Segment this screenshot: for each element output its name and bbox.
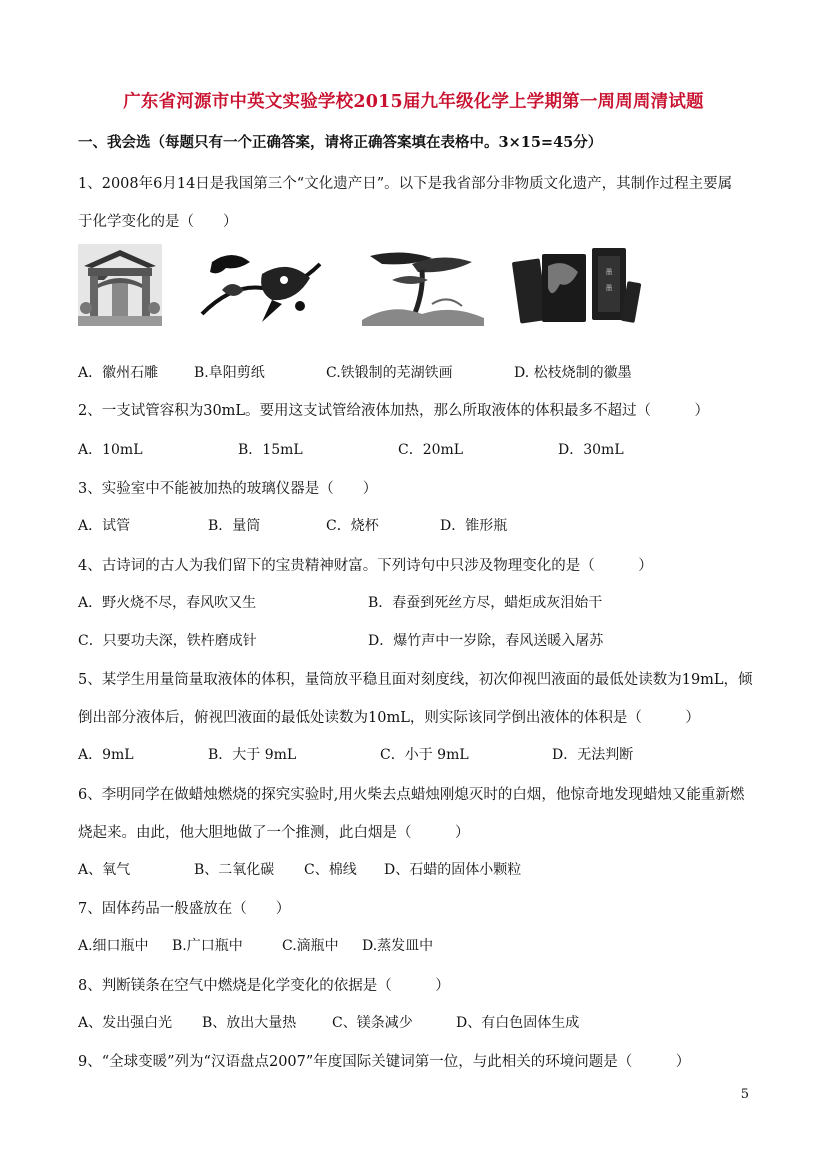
question-3-line-1: 3、实验室中不能被加热的玻璃仪器是（ ） bbox=[78, 481, 378, 497]
q6-option-b: B、二氧化碳 bbox=[194, 862, 275, 878]
q8-option-a: A、发出强白光 bbox=[78, 1015, 173, 1031]
q5-option-b: B．大于 9mL bbox=[208, 747, 297, 763]
paper-cut-bird-image bbox=[192, 244, 330, 326]
page-number: 5 bbox=[740, 1087, 749, 1102]
q5-option-a: A．9mL bbox=[78, 747, 134, 763]
svg-text:墨: 墨 bbox=[605, 284, 613, 292]
question-5-line-2: 倒出部分液体后，俯视凹液面的最低处读数为10mL，则实际该同学倒出液体的体积是（ ） bbox=[78, 710, 700, 726]
q2-option-b: B．15mL bbox=[238, 442, 303, 458]
question-2-line-1: 2、一支试管容积为30mL。要用这支试管给液体加热，那么所取液体的体积最多不超过（ ） bbox=[78, 403, 710, 419]
q3-option-d: D．锥形瓶 bbox=[440, 518, 508, 534]
stone-archway-image bbox=[78, 244, 162, 326]
q2-option-d: D．30mL bbox=[558, 442, 624, 458]
q8-option-d: D、有白色固体生成 bbox=[456, 1015, 580, 1031]
q1-option-b: B.阜阳剪纸 bbox=[194, 365, 265, 381]
q3-option-a: A．试管 bbox=[78, 518, 131, 534]
q4-option-d: D．爆竹声中一岁除，春风送暖入屠苏 bbox=[368, 633, 604, 649]
page-title: 广东省河源市中英文实验学校2015届九年级化学上学期第一周周周清试题 bbox=[123, 92, 704, 112]
question-1-line-2: 于化学变化的是（ ） bbox=[78, 214, 238, 230]
q4-option-c: C．只要功夫深，铁杵磨成针 bbox=[78, 633, 257, 649]
q7-option-b: B.广口瓶中 bbox=[172, 938, 243, 954]
q7-option-d: D.蒸发皿中 bbox=[362, 938, 434, 954]
question-1-line-1: 1、2008年6月14日是我国第三个“文化遗产日”。以下是我省部分非物质文化遗产，其制作过程主要属 bbox=[78, 176, 733, 192]
question-6-line-2: 烧起来。由此，他大胆地做了一个推测，此白烟是（ ） bbox=[78, 825, 470, 841]
q1-option-c: C.铁锻制的芜湖铁画 bbox=[326, 365, 453, 381]
q8-option-c: C、镁条减少 bbox=[332, 1015, 413, 1031]
q1-option-a: A．徽州石雕 bbox=[78, 365, 159, 381]
pine-tree-iron-painting-image bbox=[362, 244, 484, 326]
q3-option-c: C．烧杯 bbox=[326, 518, 379, 534]
q4-option-b: B．春蚕到死丝方尽，蜡炬成灰泪始干 bbox=[368, 595, 603, 611]
question-9-line-1: 9、“全球变暖”列为“汉语盘点2007”年度国际关键词第一位，与此相关的环境问题是（ ） bbox=[78, 1054, 691, 1070]
ink-stick-image bbox=[512, 244, 644, 326]
q4-option-a: A．野火烧不尽，春风吹又生 bbox=[78, 595, 257, 611]
q8-option-b: B、放出大量热 bbox=[202, 1015, 297, 1031]
q6-option-c: C、棉线 bbox=[304, 862, 357, 878]
section-heading: 一、我会选（每题只有一个正确答案，请将正确答案填在表格中。3×15=45分） bbox=[78, 134, 603, 151]
q1-option-d: D. 松枝烧制的徽墨 bbox=[514, 365, 632, 381]
q2-option-c: C．20mL bbox=[398, 442, 464, 458]
question-8-line-1: 8、判断镁条在空气中燃烧是化学变化的依据是（ ） bbox=[78, 978, 450, 994]
svg-text:墨: 墨 bbox=[605, 268, 613, 276]
q7-option-a: A.细口瓶中 bbox=[78, 938, 149, 954]
question-7-line-1: 7、固体药品一般盛放在（ ） bbox=[78, 901, 291, 917]
q5-option-c: C．小于 9mL bbox=[380, 747, 469, 763]
question-4-line-1: 4、古诗词的古人为我们留下的宝贵精神财富。下列诗句中只涉及物理变化的是（ ） bbox=[78, 558, 653, 574]
q7-option-c: C.滴瓶中 bbox=[282, 938, 339, 954]
question-5-line-1: 5、某学生用量筒量取液体的体积，量筒放平稳且面对刻度线，初次仰视凹液面的最低处读数为19mL，倾 bbox=[78, 672, 753, 688]
q3-option-b: B．量筒 bbox=[208, 518, 261, 534]
q2-option-a: A．10mL bbox=[78, 442, 143, 458]
q5-option-d: D．无法判断 bbox=[552, 747, 634, 763]
q6-option-a: A、氧气 bbox=[78, 862, 131, 878]
q6-option-d: D、石蜡的固体小颗粒 bbox=[384, 862, 522, 878]
question-6-line-1: 6、李明同学在做蜡烛燃烧的探究实验时,用火柴去点蜡烛刚熄灭时的白烟，他惊奇地发现蜡烛又能重新燃 bbox=[78, 787, 745, 803]
